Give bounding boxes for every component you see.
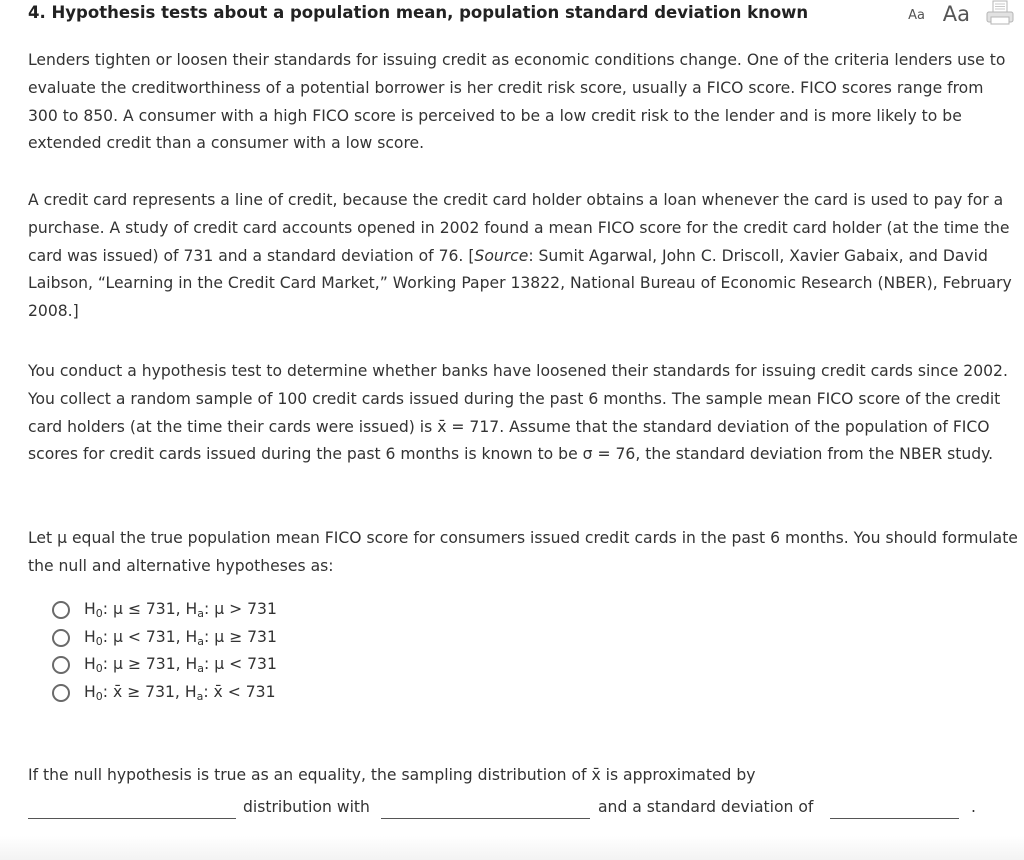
option-label: $H_0$: μ ≤ 731, $H_a$: μ > 731 — [84, 599, 277, 620]
mean-dropdown[interactable] — [381, 818, 590, 819]
radio-button[interactable] — [52, 656, 70, 674]
sampling-distribution-prompt: If the null hypothesis is true as an equality, the sampling distribution of x̄ is approximated by — [28, 766, 756, 784]
study-text: A credit card represents a line of credit, because the credit card holder obtains a loan whenever the card is used to pay for a purchase. A study of credit card accounts opened in 2002 found a mean FICO score for the credit card holder (at the time the card was issued) of 731 and a standard deviation of 76. [ — [28, 191, 1010, 265]
page-bottom-band — [0, 836, 1024, 860]
sample-paragraph: You conduct a hypothesis test to determine whether banks have loosened their standards for issuing credit cards since 2002. You collect a random sample of 100 credit cards issued during the past 6 months. The sample mean FICO score of the credit card holders (at the time their cards were issued) is x̄ = 717. Assume that the standard deviation of the population of FICO scores for credit cards issued during the past 6 months is known to be σ = 76, the standard deviation from the NBER study. — [28, 362, 1008, 464]
hypothesis-prompt: Let μ equal the true population mean FICO score for consumers issued credit cards in the past 6 months. You should formulate the null and alternative hypotheses as: — [28, 529, 1018, 575]
blank-connector-text: distribution with — [243, 798, 370, 816]
hypothesis-option-1[interactable] — [52, 596, 277, 624]
intro-paragraph: Lenders tighten or loosen their standards for issuing credit as economic conditions change. One of the criteria lenders use to evaluate the creditworthiness of a potential borrower is her credit risk score, usually a FICO score. FICO scores range from 300 to 850. A consumer with a high FICO score is perceived to be a low credit risk to the lender and is more likely to be extended credit than a consumer with a low score. — [28, 51, 1006, 153]
radio-button[interactable] — [52, 629, 70, 647]
option-label: $H_0$: x̄ ≥ 731, $H_a$: x̄ < 731 — [84, 682, 276, 703]
study-paragraph — [28, 187, 1018, 326]
source-label: Source — [474, 246, 529, 265]
question-title: 4. Hypothesis tests about a population mean, population standard deviation known — [28, 3, 809, 22]
hypothesis-option-2[interactable] — [52, 624, 277, 652]
hypothesis-options — [52, 596, 277, 707]
radio-button[interactable] — [52, 684, 70, 702]
distribution-type-dropdown[interactable] — [28, 818, 236, 819]
increase-font-button[interactable]: Aa — [942, 2, 970, 26]
hypothesis-option-4[interactable] — [52, 679, 277, 707]
citation-text: : Sumit Agarwal, John C. Driscoll, Xavier Gabaix, and David Laibson, “Learning in the Credit Card Market,” Working Paper 13822, National Bureau of Economic Research (NBER), February 2008.] — [28, 246, 1012, 320]
decrease-font-button[interactable]: Aa — [908, 8, 925, 23]
hypothesis-option-3[interactable] — [52, 651, 277, 679]
option-label: $H_0$: μ < 731, $H_a$: μ ≥ 731 — [84, 627, 277, 648]
answer-blanks-row — [28, 793, 1018, 823]
blank-connector-text: and a standard deviation of — [598, 798, 814, 816]
sentence-end-period: . — [971, 798, 976, 816]
standard-deviation-dropdown[interactable] — [830, 818, 959, 819]
radio-button[interactable] — [52, 601, 70, 619]
option-label: $H_0$: μ ≥ 731, $H_a$: μ < 731 — [84, 655, 277, 676]
print-icon[interactable] — [985, 0, 1015, 26]
